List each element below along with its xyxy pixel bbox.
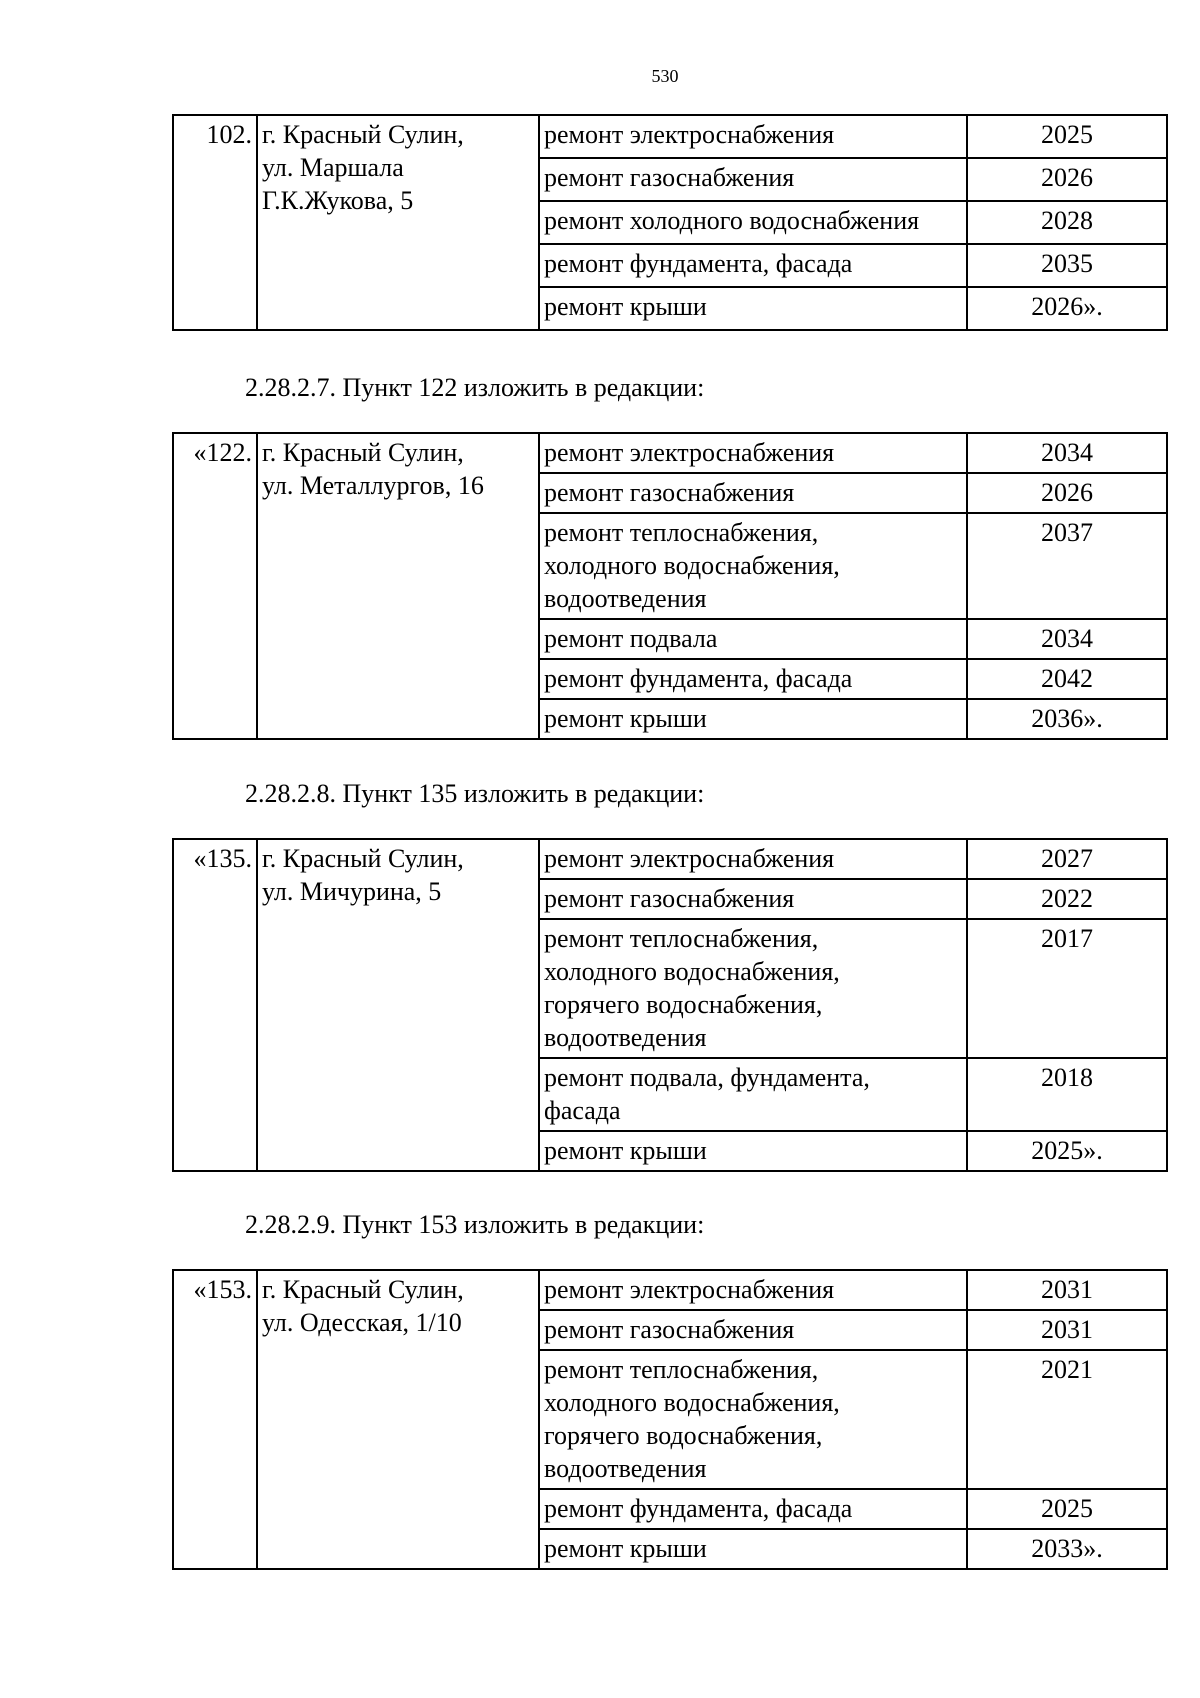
item-number: «153. — [173, 1270, 257, 1569]
work-cell: ремонт холодного водоснабжения — [539, 201, 967, 244]
work-cell: ремонт подвала — [539, 619, 967, 659]
year-cell: 2027 — [967, 839, 1167, 879]
item-number: 102. — [173, 115, 257, 330]
year-cell: 2025 — [967, 115, 1167, 158]
year-cell: 2017 — [967, 919, 1167, 1058]
work-cell: ремонт фундамента, фасада — [539, 659, 967, 699]
repair-table-102 — [172, 114, 1164, 331]
work-cell: ремонт крыши — [539, 287, 967, 330]
work-cell: ремонт крыши — [539, 1529, 967, 1569]
year-cell: 2037 — [967, 513, 1167, 619]
work-cell: ремонт газоснабжения — [539, 1310, 967, 1350]
section-heading: 2.28.2.9. Пункт 153 изложить в редакции: — [245, 1210, 705, 1239]
page-number: 530 — [651, 66, 679, 86]
work-cell: ремонт крыши — [539, 1131, 967, 1171]
repair-table — [172, 1269, 1168, 1570]
section-heading: 2.28.2.8. Пункт 135 изложить в редакции: — [245, 779, 705, 808]
year-cell: 2034 — [967, 619, 1167, 659]
repair-table — [172, 838, 1168, 1172]
year-cell: 2018 — [967, 1058, 1167, 1131]
address-cell: г. Красный Сулин, ул. Мичурина, 5 — [257, 839, 539, 1171]
work-cell: ремонт электроснабжения — [539, 1270, 967, 1310]
year-cell: 2022 — [967, 879, 1167, 919]
year-cell: 2031 — [967, 1270, 1167, 1310]
year-cell: 2034 — [967, 433, 1167, 473]
repair-table-122 — [172, 432, 1164, 740]
year-cell: 2026 — [967, 158, 1167, 201]
work-cell: ремонт электроснабжения — [539, 115, 967, 158]
year-cell: 2021 — [967, 1350, 1167, 1489]
address-cell: г. Красный Сулин, ул. Металлургов, 16 — [257, 433, 539, 739]
year-cell: 2031 — [967, 1310, 1167, 1350]
year-cell: 2025 — [967, 1489, 1167, 1529]
work-cell: ремонт фундамента, фасада — [539, 244, 967, 287]
work-cell: ремонт электроснабжения — [539, 839, 967, 879]
year-cell: 2042 — [967, 659, 1167, 699]
work-cell: ремонт газоснабжения — [539, 158, 967, 201]
work-cell: ремонт крыши — [539, 699, 967, 739]
work-cell: ремонт подвала, фундамента, фасада — [539, 1058, 967, 1131]
work-cell: ремонт газоснабжения — [539, 473, 967, 513]
item-number: «122. — [173, 433, 257, 739]
table-row — [173, 115, 1167, 158]
work-cell: ремонт теплоснабжения, холодного водоснабжения, водоотведения — [539, 513, 967, 619]
year-cell: 2036». — [967, 699, 1167, 739]
year-cell: 2025». — [967, 1131, 1167, 1171]
table-row — [173, 1270, 1167, 1310]
address-cell: г. Красный Сулин, ул. Одесская, 1/10 — [257, 1270, 539, 1569]
repair-table — [172, 114, 1168, 331]
work-cell: ремонт газоснабжения — [539, 879, 967, 919]
year-cell: 2026». — [967, 287, 1167, 330]
table-row — [173, 433, 1167, 473]
table-row — [173, 839, 1167, 879]
year-cell: 2035 — [967, 244, 1167, 287]
work-cell: ремонт теплоснабжения, холодного водоснабжения, горячего водоснабжения, водоотведения — [539, 919, 967, 1058]
year-cell: 2028 — [967, 201, 1167, 244]
work-cell: ремонт теплоснабжения, холодного водоснабжения, горячего водоснабжения, водоотведения — [539, 1350, 967, 1489]
year-cell: 2033». — [967, 1529, 1167, 1569]
repair-table — [172, 432, 1168, 740]
work-cell: ремонт фундамента, фасада — [539, 1489, 967, 1529]
work-cell: ремонт электроснабжения — [539, 433, 967, 473]
year-cell: 2026 — [967, 473, 1167, 513]
repair-table-153 — [172, 1269, 1164, 1570]
repair-table-135 — [172, 838, 1164, 1172]
section-heading: 2.28.2.7. Пункт 122 изложить в редакции: — [245, 373, 705, 402]
item-number: «135. — [173, 839, 257, 1171]
address-cell: г. Красный Сулин, ул. Маршала Г.К.Жукова, 5 — [257, 115, 539, 330]
